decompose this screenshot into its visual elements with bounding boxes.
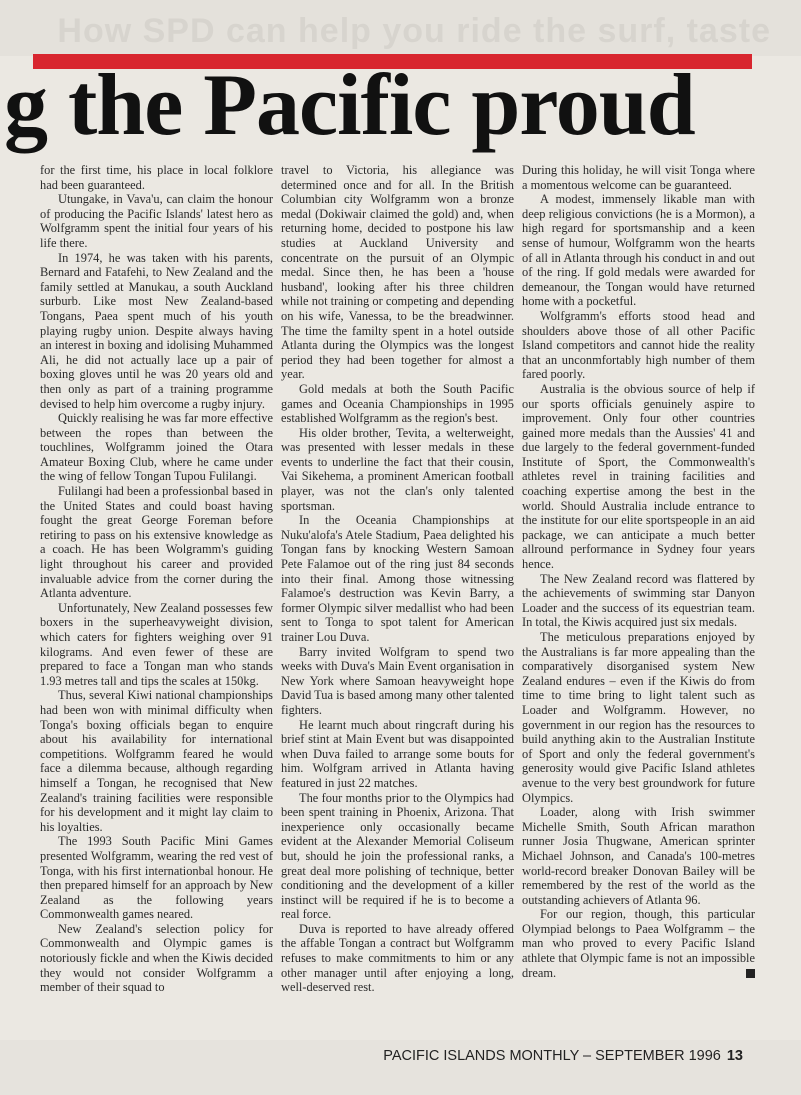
paragraph: Gold medals at both the South Pacific games and Oceania Championships in 1995 established Wolfgramm as the region's best.	[281, 381, 514, 426]
article-column-1	[40, 163, 273, 1043]
paragraph: Thus, several Kiwi national championships had been won with minimal difficulty when Tonga's boxing officials began to enquire about his availability for international competitions. Wolfgramm feared he would face a dilemma because, although regarding himself a Tongan, he recognised that New Zealand's training facilities were responsible for his development and it might lay claim to his loyalties.	[40, 688, 273, 834]
paragraph: Unfortunately, New Zealand possesses few boxers in the superheavyweight division, which caters for fighters weighing over 91 kilograms. And even fewer of these are prepared to face a Tongan man who stands 1.93 metres tall and tips the scales at 150kg.	[40, 600, 273, 688]
background-ad-text: How SPD can help you ride the surf, taste	[57, 12, 771, 50]
publication-line: PACIFIC ISLANDS MONTHLY – SEPTEMBER 1996	[383, 1048, 721, 1064]
article-column-3	[522, 163, 755, 1043]
paragraph: Wolfgramm's efforts stood head and shoulders above those of all other Pacific Island competitors and cannot hide the reality that an unconmfortably high number of them fared poorly.	[522, 308, 755, 382]
paragraph: Fulilangi had been a professionbal based in the United States and could boast having fought the great George Foreman before retiring to pass on his extensive knowledge as a coach. He has been Wolgramm's guiding light throughout his career and provided invaluable advice from the corner during the Atlanta adventure.	[40, 484, 273, 601]
paragraph: Australia is the obvious source of help if our sports officials genuinely aspire to improvement. Only four other countries gained more medals than the Aussies' 41 and due largely to the federal government-funded Institute of Sport, the Commonwealth's athletes revel in training facilities and coaching expertise among the best in the world. Should Australia include entrance to the institute for our elite sportspeople in an aid package, we can anticipate a much better allround performance in Sydney four years hence.	[522, 381, 755, 572]
headline: g the Pacific proud	[4, 57, 695, 154]
paragraph: The four months prior to the Olympics had been spent training in Phoenix, Arizona. That inexperience only occasionally became evident at the Alexander Memorial Coliseum but, should he join the professional ranks, a great deal more polishing of technique, better conditioning and the development of a killer instinct will be required if he is to become a real force.	[281, 790, 514, 922]
paragraph: travel to Victoria, his allegiance was determined once and for all. In the British Columbian city Wolfgramm won a bronze medal (Dokiwair claimed the gold) and, when returning home, decided to postpone his law studies at Auckland University and concentrate on the pursuit of an Olympic medal. Since then, he has been a 'house husband', looking after his three children while not training or competing and depending on his wife, Vanessa, to be the breadwinner. The time the familty spent in a hotel outside Atlanta during the Olympics was the longest period they had been together for almost a year.	[281, 163, 514, 382]
paragraph: During this holiday, he will visit Tonga where a momentous welcome can be guaranteed.	[522, 163, 755, 192]
paragraph: His older brother, Tevita, a welterweight, was presented with lesser medals in these events to underline the fact that their cousin, Vai Sikehema, a prominent American football player, was not the clan's only talented sportsman.	[281, 425, 514, 513]
background-ad-band	[0, 0, 801, 56]
paragraph: The meticulous preparations enjoyed by the Australians is far more appealing than the comparatively disorganised system New Zealand endures – even if the Kiwis do from time to time bring to light talent such as Loader and Wolfgramm. However, no government in our region has the resources to build anything akin to the Australian Institute of Sport and only the federal government's generosity would give Pacific Island athletes avenue to the very best groundwork for future Olympics.	[522, 630, 755, 805]
paragraph: Barry invited Wolfgram to spend two weeks with Duva's Main Event organisation in New York where Samoan heavyweight hope David Tua is based among many other talented fighters.	[281, 644, 514, 717]
paragraph: The 1993 South Pacific Mini Games presented Wolfgramm, wearing the red vest of Tonga, with his first internationbal honour. He then prepared himself for an approach by New Zealand as the following years Commonwealth games neared.	[40, 834, 273, 922]
paragraph: In 1974, he was taken with his parents, Bernard and Fatafehi, to New Zealand and the family settled at Manukau, a south Auckland surburb. Like most New Zealand-based Tongans, Paea spent much of his youth playing rugby union. Despite always having an interest in boxing and idolising Muhammed Ali, he did not actually lace up a pair of boxing gloves until he was 20 years old and then only as part of a training programme devised to help him overcome a rugby injury.	[40, 250, 273, 411]
paragraph: for the first time, his place in local folklore had been guaranteed.	[40, 163, 273, 192]
end-of-article-mark	[746, 969, 755, 978]
paragraph: Loader, along with Irish swimmer Michelle Smith, South African marathon runner Josia Thugwane, American sprinter Michael Johnson, and Canada's 100-metres world-record breaker Donovan Bailey will be remembered by the rest of the world as the outstanding achievers of Atlanta 96.	[522, 805, 755, 907]
paragraph: For our region, though, this particular Olympiad belongs to Paea Wolfgramm – the man who proved to every Pacific Island athlete that Olympic fame is not an impossible dream.	[522, 907, 755, 980]
paragraph: He learnt much about ringcraft during his brief stint at Main Event but was disappointed when Duva failed to arrange some bouts for him. Wolfgram arrived in Atlanta having featured in just 22 matches.	[281, 717, 514, 790]
paragraph: Quickly realising he was far more effective between the ropes than between the touchlines, Wolfgramm joined the Otara Amateur Boxing Club, where he came under the wing of fellow Tongan Tupou Fulilangi.	[40, 411, 273, 484]
paragraph: Utungake, in Vava'u, can claim the honour of producing the Pacific Islands' latest hero as Wolfgramm spent the initial four years of his life there.	[40, 192, 273, 250]
page-number: 13	[726, 1048, 743, 1064]
article-column-2	[281, 163, 514, 1043]
paragraph: A modest, immensely likable man with deep religious convictions (he is a Mormon), a high regard for sportsmanship and a keen sense of humour, Wolfgramm won the hearts of all in Atlanta through his conduct in and out of the ring. If gold medals were awarded for demeanour, the Tongan would have returned home with a pocketful.	[522, 192, 755, 309]
page-footer	[383, 1048, 743, 1064]
paragraph: In the Oceania Championships at Nuku'alofa's Atele Stadium, Paea delighted his Tongan fans by knocking Western Samoan Pete Falamoe out of the ring just 84 seconds into their final. Among those witnessing Falamoe's destruction was Kevin Barry, a former Olympic silver medallist who had been sent to Tonga to spot talent for American trainer Lou Duva.	[281, 513, 514, 644]
paragraph: The New Zealand record was flattered by the achievements of swimming star Danyon Loader and the success of its equestrian team. In total, the Kiwis acquired just six medals.	[522, 571, 755, 630]
paragraph: Duva is reported to have already offered the affable Tongan a contract but Wolfgramm refuses to make commitments to him or any other manager until after enjoying a long, well-deserved rest.	[281, 921, 514, 995]
paragraph: New Zealand's selection policy for Commonwealth and Olympic games is notoriously fickle and when the Kiwis decided they would not consider Wolfgramm a member of their squad to	[40, 921, 273, 995]
